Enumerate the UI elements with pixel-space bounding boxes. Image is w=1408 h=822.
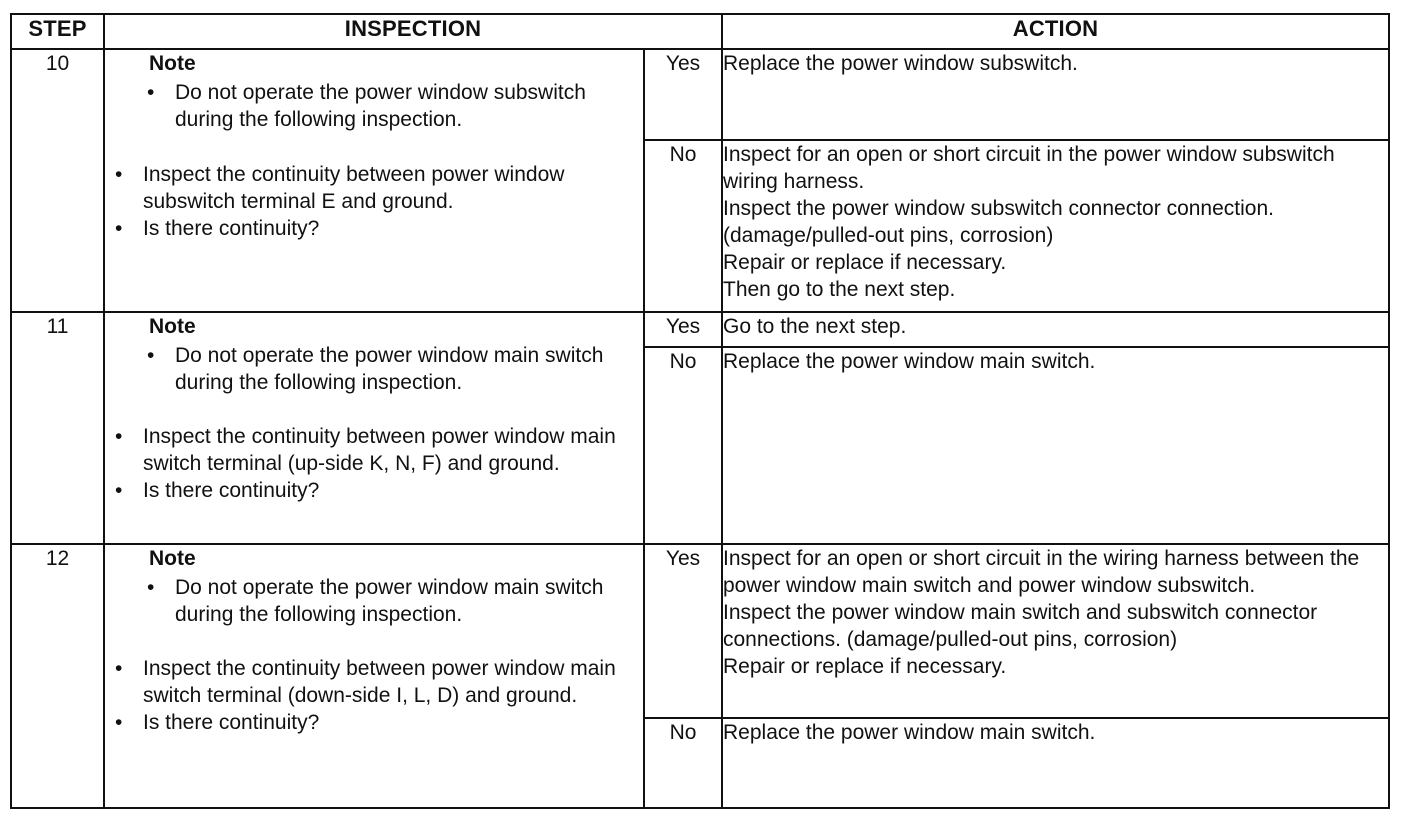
inspection-question: • Is there continuity?	[143, 477, 643, 504]
note-list	[105, 79, 643, 133]
action-line: Repair or replace if necessary.	[723, 251, 1007, 274]
note-item: • Do not operate the power window subswitch during the following inspection.	[175, 79, 643, 133]
note-title: Note	[149, 52, 196, 75]
yes-action-cell	[722, 49, 1389, 140]
action-line: Repair or replace if necessary.	[723, 655, 1007, 678]
no-label: No	[644, 347, 722, 544]
yes-action-cell	[722, 544, 1389, 718]
inspection-cell	[104, 544, 644, 808]
step-12-yes-row	[11, 544, 1389, 718]
note-item: • Do not operate the power window main switch during the following inspection.	[175, 342, 643, 396]
note-title: Note	[149, 315, 196, 338]
note-title: Note	[149, 547, 196, 570]
no-action-cell	[722, 718, 1389, 808]
header-inspection: INSPECTION	[104, 14, 722, 49]
inspection-item: • Inspect the continuity between power window subswitch terminal E and ground.	[143, 161, 643, 215]
no-action-cell	[722, 140, 1389, 312]
action-line: Inspect for an open or short circuit in the power window subswitch wiring harness.	[723, 143, 1335, 193]
action-line: Replace the power window main switch.	[723, 350, 1096, 373]
action-line: Inspect for an open or short circuit in the wiring harness between the power window main switch and power window subswitch.	[723, 547, 1360, 597]
diagnostic-table	[10, 13, 1390, 809]
action-line: Then go to the next step.	[723, 278, 956, 301]
header-action: ACTION	[722, 14, 1389, 49]
step-10-yes-row	[11, 49, 1389, 140]
yes-label: Yes	[644, 312, 722, 347]
no-label: No	[644, 718, 722, 808]
inspection-cell	[104, 312, 644, 544]
inspection-list	[105, 423, 643, 504]
header-step: STEP	[11, 14, 104, 49]
yes-action-cell	[722, 312, 1389, 347]
note-list	[105, 342, 643, 396]
header-row	[11, 14, 1389, 49]
no-label: No	[644, 140, 722, 312]
action-line: Replace the power window main switch.	[723, 721, 1096, 744]
note-item: • Do not operate the power window main switch during the following inspection.	[175, 574, 643, 628]
inspection-list	[105, 655, 643, 736]
yes-label: Yes	[644, 544, 722, 718]
inspection-list	[105, 161, 643, 242]
step-number: 10	[11, 49, 104, 312]
action-line: Inspect the power window subswitch connector connection. (damage/pulled-out pins, corrosion)	[723, 197, 1274, 247]
step-number: 11	[11, 312, 104, 544]
no-action-cell	[722, 347, 1389, 544]
note-list	[105, 574, 643, 628]
yes-label: Yes	[644, 49, 722, 140]
inspection-item: • Inspect the continuity between power window main switch terminal (up-side K, N, F) and ground.	[143, 423, 643, 477]
step-number: 12	[11, 544, 104, 808]
inspection-question: • Is there continuity?	[143, 709, 643, 736]
action-line: Replace the power window subswitch.	[723, 52, 1078, 75]
step-11-yes-row	[11, 312, 1389, 347]
inspection-question: • Is there continuity?	[143, 215, 643, 242]
action-line: Inspect the power window main switch and subswitch connector connections. (damage/pulled-out pins, corrosion)	[723, 601, 1318, 651]
inspection-item: • Inspect the continuity between power window main switch terminal (down-side I, L, D) and ground.	[143, 655, 643, 709]
action-line: Go to the next step.	[723, 315, 907, 338]
inspection-cell	[104, 49, 644, 312]
